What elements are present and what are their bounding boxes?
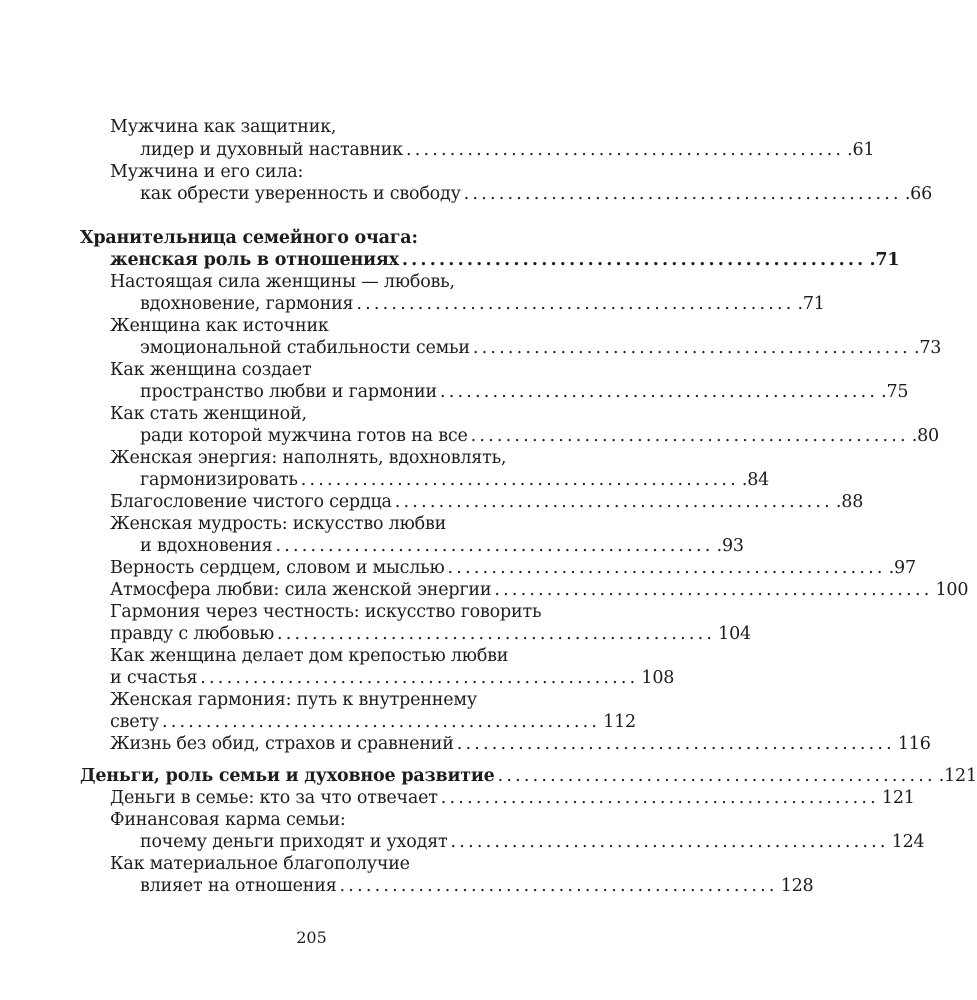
dot-leader: .................................................. [456, 734, 895, 754]
toc-entry-line: Как женщина делает дом крепостью любви [110, 646, 509, 666]
toc-entry-title: эмоциональной стабильности семьи [140, 338, 470, 358]
toc-entry-title: и вдохновения [140, 536, 273, 556]
toc-entry-line: Женская мудрость: искусство любви [110, 514, 447, 534]
dot-leader: .................................................. [447, 558, 886, 578]
dot-leader: .................................................. [405, 140, 845, 160]
page-number: 104 [718, 624, 751, 644]
toc-entry-title: свету [110, 712, 159, 732]
page-number: 124 [891, 832, 925, 852]
toc-entry-title: как обрести уверенность и свободу [140, 184, 461, 204]
toc-entry-line: Как стать женщиной, [110, 404, 307, 424]
toc-entry-leader-line [110, 579, 969, 601]
toc-entry-leader-line [110, 711, 636, 733]
toc-entry-leader-line [110, 557, 916, 579]
page-number: .84 [741, 470, 770, 490]
toc-entry-leader-line [140, 535, 744, 557]
page-number: .121 [938, 766, 977, 786]
toc-entry-leader-line [110, 733, 931, 755]
toc-entry-title: гармонизировать [140, 470, 298, 490]
section-heading-title: женская роль в отношениях [110, 250, 399, 270]
dot-leader: .................................................. [450, 832, 889, 852]
dot-leader: .................................................. [470, 426, 909, 446]
dot-leader: .................................................. [463, 184, 902, 204]
toc-entry-line: Женская гармония: путь к внутреннему [110, 690, 477, 710]
toc-entry-title: Жизнь без обид, страхов и сравнений [110, 734, 454, 754]
dot-leader: .................................................. [440, 788, 879, 808]
toc-entry-line: Мужчина и его сила: [110, 162, 304, 182]
dot-leader: .................................................. [394, 492, 833, 512]
toc-entry-line: Настоящая сила женщины — любовь, [110, 272, 455, 292]
page-number: .75 [881, 382, 909, 402]
toc-entry-title: Атмосфера любви: сила женской энергии [110, 580, 492, 600]
toc-entry-leader-line [140, 183, 933, 205]
toc-entry-leader-line [140, 875, 814, 897]
toc-entry-leader-line [110, 667, 675, 689]
toc-entry-leader-line [110, 491, 864, 513]
toc-entry-line: Женская энергия: наполнять, вдохновлять, [110, 448, 507, 468]
toc-entry-title: пространство любви и гармонии [140, 382, 437, 402]
page-number: .80 [911, 426, 939, 446]
page-number: .97 [888, 558, 916, 578]
dot-leader: .................................................. [162, 712, 601, 732]
page-folio: 205 [296, 928, 327, 947]
dot-leader: .................................................. [200, 668, 639, 688]
toc-entry-title: и счастья [110, 668, 198, 688]
page-number: .61 [847, 140, 875, 160]
toc-entry-title: правду с любовью [110, 624, 274, 644]
page-number: 121 [881, 788, 915, 808]
dot-leader: .................................................. [494, 580, 933, 600]
toc-entry-title: влияет на отношения [140, 876, 337, 896]
toc-entry-title: вдохновение, гармония [140, 294, 354, 314]
page-number: 128 [780, 876, 814, 896]
page-number: 112 [603, 712, 636, 732]
dot-leader: .................................................. [277, 624, 716, 644]
section-heading-leader-line [80, 765, 977, 787]
toc-entry-title: Верность сердцем, словом и мыслью [110, 558, 445, 578]
section-heading: Хранительница семейного очага: [80, 228, 418, 248]
page-number: 108 [641, 668, 675, 688]
toc-entry-title: почему деньги приходят и уходят [140, 832, 448, 852]
toc-entry-leader-line [140, 469, 770, 491]
page-number: .88 [835, 492, 864, 512]
toc-entry-leader-line [110, 623, 751, 645]
toc-entry-title: ради которой мужчина готов на все [140, 426, 468, 446]
toc-entry-line: Мужчина как защитник, [110, 117, 337, 137]
page-number: .66 [904, 184, 933, 204]
toc-entry-leader-line [140, 337, 942, 359]
toc-entry-line: Гармония через честность: искусство говорить [110, 602, 542, 622]
toc-entry-leader-line [140, 425, 939, 447]
page-number: 100 [935, 580, 969, 600]
section-heading-leader-line [110, 249, 900, 271]
toc-entry-line: Финансовая карма семьи: [110, 810, 346, 830]
toc-entry-title: Благословение чистого сердца [110, 492, 392, 512]
toc-entry-title: Деньги в семье: кто за что отвечает [110, 788, 438, 808]
toc-entry-line: Как материальное благополучие [110, 854, 410, 874]
page-number: .71 [869, 250, 900, 270]
toc-entry-line: Как женщина создает [110, 360, 312, 380]
dot-leader: .................................................. [300, 470, 739, 490]
dot-leader: .................................................. [356, 294, 795, 314]
toc-entry-leader-line [140, 139, 875, 161]
page-number: 116 [897, 734, 931, 754]
toc-entry-leader-line [110, 787, 915, 809]
toc-entry-leader-line [140, 293, 825, 315]
toc-entry-line: Женщина как источник [110, 316, 329, 336]
dot-leader: .................................................. [439, 382, 879, 402]
toc-entry-title: лидер и духовный наставник [140, 140, 403, 160]
dot-leader: .................................................. [497, 766, 936, 786]
toc-entry-leader-line [140, 831, 925, 853]
dot-leader: .................................................. [472, 338, 911, 358]
dot-leader: .................................................. [401, 250, 867, 270]
toc-entry-leader-line [140, 381, 909, 403]
dot-leader: .................................................. [339, 876, 778, 896]
dot-leader: .................................................. [275, 536, 714, 556]
page-number: .71 [797, 294, 825, 314]
page-number: .93 [716, 536, 744, 556]
section-heading-title: Деньги, роль семьи и духовное развитие [80, 766, 495, 786]
page-number: .73 [913, 338, 942, 358]
